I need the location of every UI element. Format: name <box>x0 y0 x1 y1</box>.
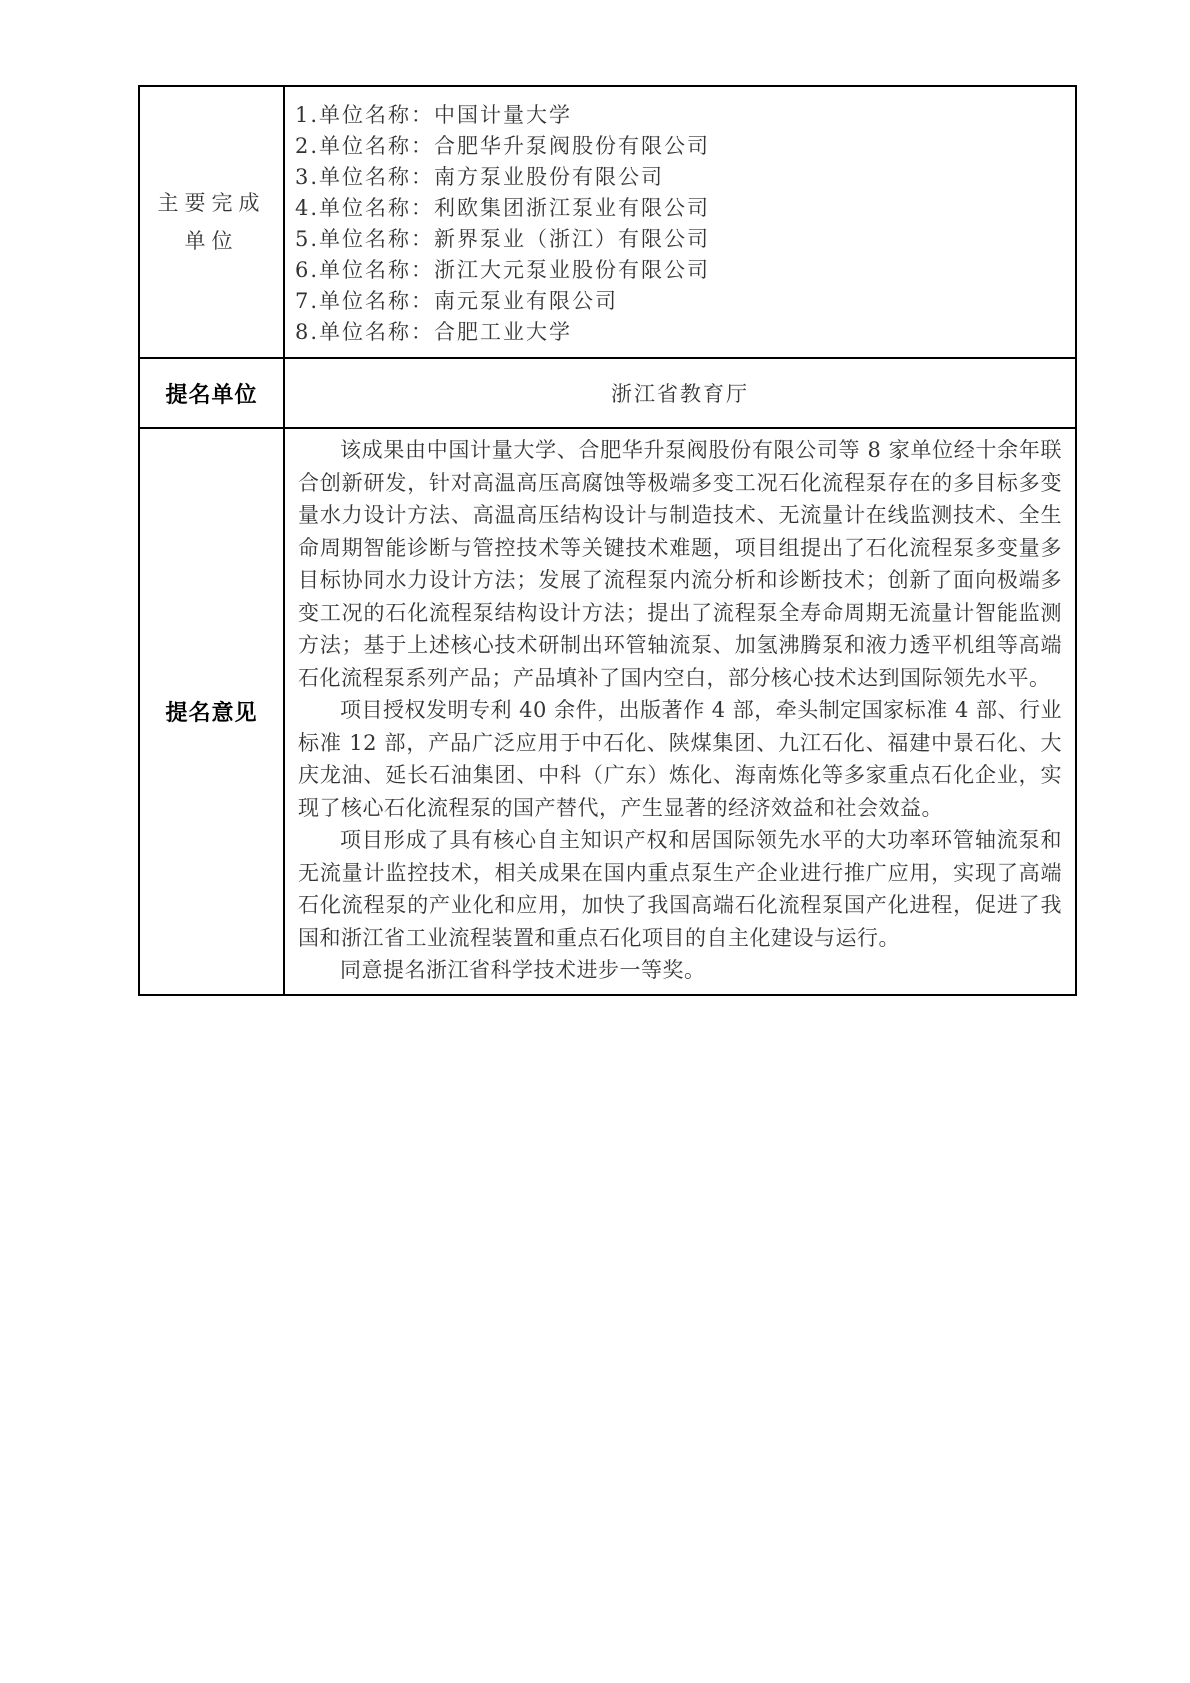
nominating-unit-value: 浙江省教育厅 <box>611 382 749 406</box>
list-item: 5.单位名称：新界泵业（浙江）有限公司 <box>295 227 711 251</box>
completing-units-label-line1: 主要完成 <box>157 191 266 215</box>
nominating-unit-label: 提名单位 <box>165 382 258 408</box>
nomination-opinion-label: 提名意见 <box>165 701 258 726</box>
table-row-completing-units <box>140 87 1075 357</box>
list-item: 6.单位名称：浙江大元泵业股份有限公司 <box>295 258 711 282</box>
list-item: 1.单位名称：中国计量大学 <box>295 103 573 127</box>
nomination-opinion-text-cell <box>285 429 1075 994</box>
opinion-paragraph: 项目形成了具有核心自主知识产权和居国际领先水平的大功率环管轴流泵和无流量计监控技术，相关成果在国内重点泵生产企业进行推广应用，实现了高端石化流程泵的产业化和应用，加快了我国高端石化流程泵国产化进程，促进了我国和浙江省工业流程装置和重点石化项目的自主化建设与运行。 <box>298 828 1062 950</box>
list-item: 4.单位名称：利欧集团浙江泵业有限公司 <box>295 196 711 220</box>
completing-units-list <box>285 87 1075 357</box>
list-item: 2.单位名称：合肥华升泵阀股份有限公司 <box>295 134 711 158</box>
list-item: 8.单位名称：合肥工业大学 <box>295 320 573 344</box>
table-row-nomination-opinion <box>140 427 1075 994</box>
list-item: 7.单位名称：南元泵业有限公司 <box>295 289 619 313</box>
opinion-paragraph: 该成果由中国计量大学、合肥华升泵阀股份有限公司等 8 家单位经十余年联合创新研发，针对高温高压高腐蚀等极端多变工况石化流程泵存在的多目标多变量水力设计方法、高温高压结构设计与制造技术、无流量计在线监测技术、全生命周期智能诊断与管控技术等关键技术难题，项目组提出了石化流程泵多变量多目标协同水力设计方法；发展了流程泵内流分析和诊断技术；创新了面向极端多变工况的石化流程泵结构设计方法；提出了流程泵全寿命周期无流量计智能监测方法；基于上述核心技术研制出环管轴流泵、加氢沸腾泵和液力透平机组等高端石化流程泵系列产品；产品填补了国内空白，部分核心技术达到国际领先水平。 <box>298 438 1062 690</box>
nominating-unit-value-cell <box>285 359 1075 427</box>
completing-units-label-line2: 单位 <box>184 229 239 253</box>
nomination-opinion-label-cell <box>140 429 285 994</box>
nominating-unit-label-cell <box>140 359 285 427</box>
opinion-paragraph: 同意提名浙江省科学技术进步一等奖。 <box>340 958 706 982</box>
opinion-paragraph: 项目授权发明专利 40 余件，出版著作 4 部，牵头制定国家标准 4 部、行业标准 12 部，产品广泛应用于中石化、陕煤集团、九江石化、福建中景石化、大庆龙油、延长石油集团、中科（广东）炼化、海南炼化等多家重点石化企业，实现了核心石化流程泵的国产替代，产生显著的经济效益和社会效益。 <box>298 698 1062 820</box>
list-item: 3.单位名称：南方泵业股份有限公司 <box>295 165 665 189</box>
nomination-form-table <box>138 85 1077 996</box>
completing-units-label-cell <box>140 87 285 357</box>
table-row-nominating-unit <box>140 357 1075 427</box>
